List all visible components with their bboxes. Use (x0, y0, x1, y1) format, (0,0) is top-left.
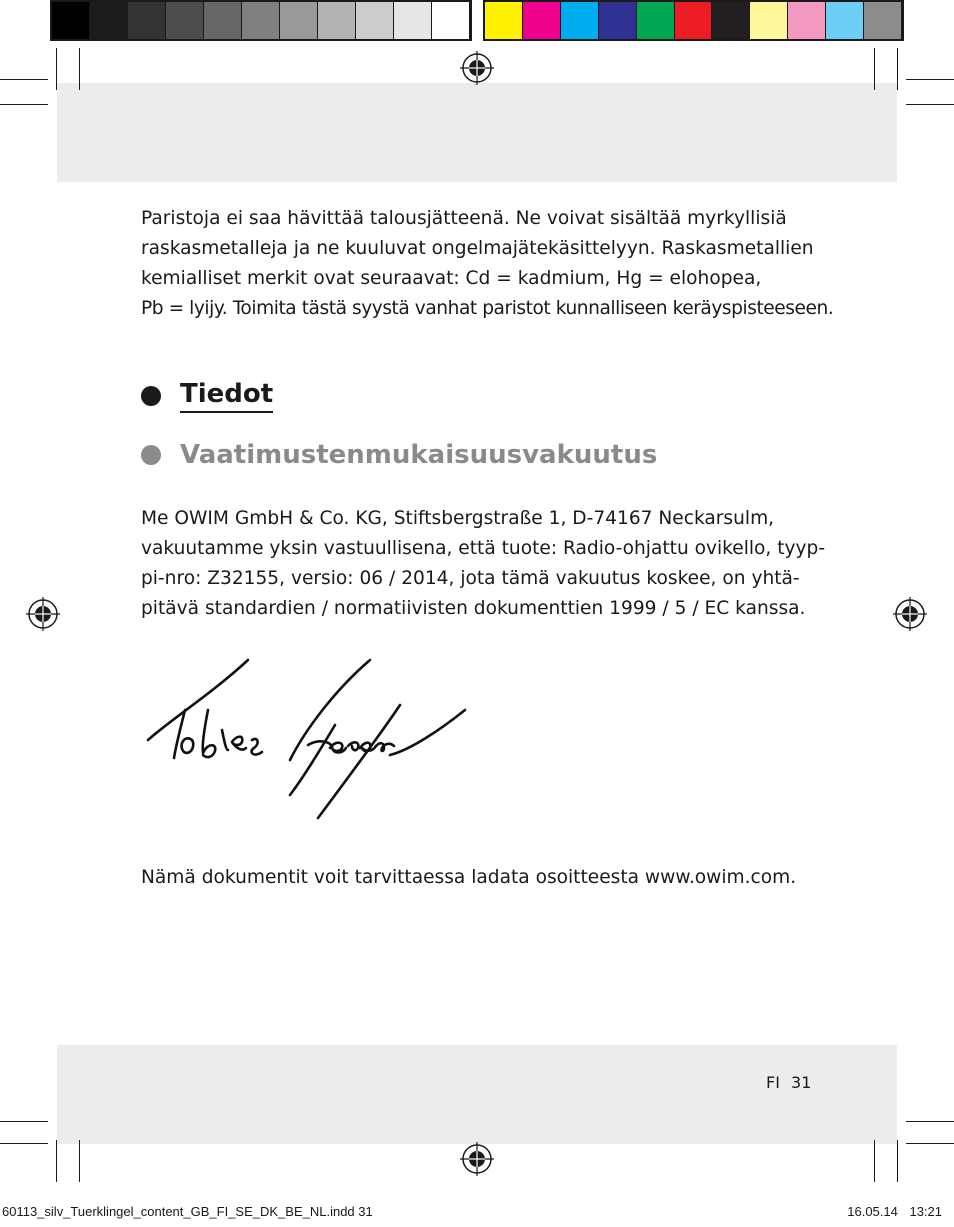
bullet-icon (141, 445, 161, 465)
slug-filename: 60113_silv_Tuerklingel_content_GB_FI_SE_DK_BE_NL.indd 31 (2, 1204, 373, 1219)
process-swatch (523, 2, 561, 39)
grayscale-swatch (356, 2, 394, 39)
grayscale-swatch (90, 2, 128, 39)
bullet-icon (141, 386, 161, 406)
grayscale-swatch (128, 2, 166, 39)
signature-image (140, 650, 480, 825)
grayscale-color-bar (50, 0, 472, 41)
paragraph-line: pi-nro: Z32155, versio: 06 / 2014, jota tämä vakuutus koskee, on yhtä- (141, 568, 800, 589)
process-swatch (864, 2, 902, 39)
process-swatch (637, 2, 675, 39)
paragraph-line: Me OWIM GmbH & Co. KG, Stiftsbergstraße 1, D-74167 Neckarsulm, (141, 508, 775, 529)
registration-mark-icon (26, 597, 60, 631)
slug-timestamp: 16.05.14 13:21 (847, 1204, 942, 1219)
heading-title: Vaatimustenmukaisuusvakuutus (180, 440, 658, 470)
process-swatch (599, 2, 637, 39)
grayscale-swatch (52, 2, 90, 39)
download-text: Nämä dokumentit voit tarvittaessa ladata osoitteesta www.owim.com. (141, 867, 797, 888)
footer-band (57, 1045, 897, 1144)
grayscale-swatch (432, 2, 470, 39)
grayscale-swatch (318, 2, 356, 39)
process-color-bar (483, 0, 904, 41)
process-swatch (485, 2, 523, 39)
grayscale-swatch (394, 2, 432, 39)
registration-mark-icon (893, 597, 927, 631)
grayscale-swatch (204, 2, 242, 39)
grayscale-swatch (242, 2, 280, 39)
process-swatch (788, 2, 826, 39)
grayscale-swatch (280, 2, 318, 39)
registration-mark-icon (460, 1142, 494, 1176)
process-swatch (561, 2, 599, 39)
declaration-paragraph (141, 504, 825, 624)
paragraph-line: raskasmetalleja ja ne kuuluvat ongelmajätekäsittelyyn. Raskasmetallien (141, 238, 814, 259)
page-number: FI 31 (766, 1073, 812, 1092)
process-swatch (826, 2, 864, 39)
paragraph-line: Paristoja ei saa hävittää talousjätteenä. Ne voivat sisältää myrkyllisiä (141, 208, 787, 229)
section-heading-tiedot (141, 379, 273, 413)
header-band (57, 83, 897, 182)
process-swatch (750, 2, 788, 39)
registration-mark-icon (460, 51, 494, 85)
grayscale-swatch (166, 2, 204, 39)
paragraph-line: vakuutamme yksin vastuullisena, että tuote: Radio-ohjattu ovikello, tyyp- (141, 538, 826, 559)
download-info (141, 863, 796, 893)
paragraph-line: pitävä standardien / normatiivisten dokumenttien 1999 / 5 / EC kanssa. (141, 598, 806, 619)
paragraph-line: kemialliset merkit ovat seuraavat: Cd = kadmium, Hg = elohopea, (141, 268, 762, 289)
battery-disposal-paragraph (141, 204, 833, 324)
heading-title: Tiedot (180, 379, 273, 413)
process-swatch (712, 2, 750, 39)
section-heading-declaration (141, 440, 657, 470)
process-swatch (675, 2, 713, 39)
paragraph-line: Pb = lyijy. Toimita tästä syystä vanhat paristot kunnalliseen keräyspisteeseen. (141, 298, 834, 319)
